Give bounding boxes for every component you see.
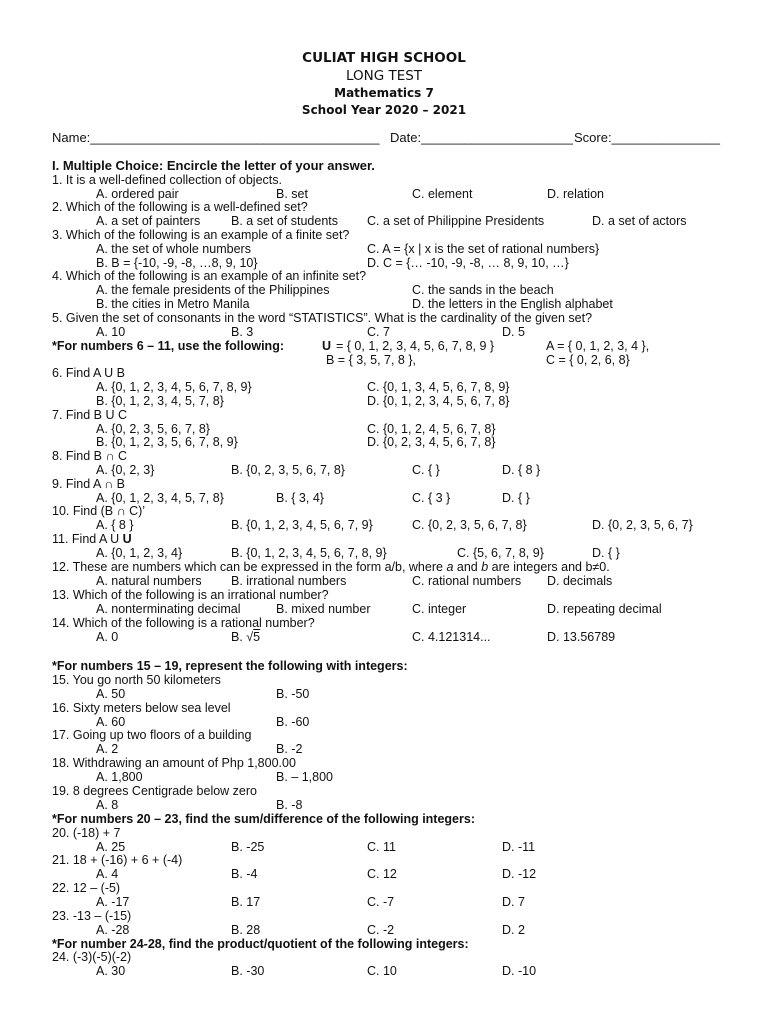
choice-b: B. – 1,800 [276, 770, 333, 784]
choice-b: B. irrational numbers [231, 574, 347, 588]
choice-a: A. {0, 2, 3, 5, 6, 7, 8} [96, 422, 210, 436]
choice-c: C. 11 [367, 840, 396, 854]
choice-c: C. -2 [367, 923, 395, 937]
radical-sign: √ [246, 630, 254, 644]
question-stem: 18. Withdrawing an amount of Php 1,800.00 [52, 756, 296, 770]
question-stem [52, 560, 610, 574]
choice-a: A. 60 [96, 715, 126, 729]
radicand: 5 [253, 630, 261, 644]
question-stem: 9. Find A ∩ B [52, 477, 125, 491]
choice-a: A. {0, 1, 2, 3, 4, 5, 7, 8} [96, 491, 224, 505]
choice-d: D. relation [547, 187, 604, 201]
choice-d: D. 13.56789 [547, 630, 616, 644]
question-stem: 10. Find (B ∩ C)’ [52, 504, 146, 518]
choice-c: C. 12 [367, 867, 397, 881]
choice-b: B. -60 [276, 715, 310, 729]
choice-b: B. -2 [276, 742, 303, 756]
choice-d: D. { } [592, 546, 620, 560]
choice-a: A. -17 [96, 895, 130, 909]
choice-c: C. 10 [367, 964, 397, 978]
choice-b: B. -30 [231, 964, 265, 978]
choice-b: B. a set of students [231, 214, 339, 228]
question-stem: 3. Which of the following is an example of a finite set? [52, 228, 350, 242]
question-stem: 17. Going up two floors of a building [52, 728, 252, 742]
variable-a: a [446, 560, 454, 574]
choice-b: B. {0, 1, 2, 3, 5, 6, 7, 8, 9} [96, 435, 238, 449]
choice-a: A. the set of whole numbers [96, 242, 251, 256]
choice-c: C. 7 [367, 325, 390, 339]
choice-d: D. 7 [502, 895, 525, 909]
choice-d: D. 2 [502, 923, 525, 937]
choice-a: A. 2 [96, 742, 119, 756]
choice-a: A. 25 [96, 840, 126, 854]
choice-a: A. nonterminating decimal [96, 602, 241, 616]
school-name: CULIAT HIGH SCHOOL [302, 50, 466, 66]
part-title: I. Multiple Choice: Encircle the letter of your answer. [52, 158, 375, 173]
choice-c: C. -7 [367, 895, 395, 909]
choice-b [231, 630, 260, 644]
name-field: Name:________________________________________ [52, 130, 380, 145]
question-stem: 20. (-18) + 7 [52, 826, 121, 840]
choice-b: B. {0, 1, 2, 3, 4, 5, 7, 8} [96, 394, 224, 408]
question-stem: 2. Which of the following is a well-defined set? [52, 200, 308, 214]
question-stem: 8. Find B ∩ C [52, 449, 127, 463]
section-instruction: *For number 24-28, find the product/quotient of the following integers: [52, 937, 469, 951]
choice-b: B. 28 [231, 923, 261, 937]
choice-b: B. the cities in Metro Manila [96, 297, 250, 311]
choice-d: D. -12 [502, 867, 537, 881]
choice-c: C. integer [412, 602, 467, 616]
question-stem: 5. Given the set of consonants in the word “STATISTICS”. What is the cardinality of the given set? [52, 311, 593, 325]
choice-a: A. 1,800 [96, 770, 143, 784]
choice-a: A. 10 [96, 325, 126, 339]
universal-set-letter: U [322, 339, 332, 353]
choice-b: B. mixed number [276, 602, 371, 616]
question-stem: 19. 8 degrees Centigrade below zero [52, 784, 257, 798]
choice-b: B. B = {-10, -9, -8, …8, 9, 10} [96, 256, 258, 270]
square-root [246, 630, 260, 644]
choice-a: A. 8 [96, 798, 119, 812]
choice-c: C. A = {x | x is the set of rational numbers} [367, 242, 600, 256]
choice-c: C. {0, 1, 2, 4, 5, 6, 7, 8} [367, 422, 496, 436]
choice-d: D. repeating decimal [547, 602, 662, 616]
choice-c: C. a set of Philippine Presidents [367, 214, 545, 228]
universal-set: = { 0, 1, 2, 3, 4, 5, 6, 7, 8, 9 } [336, 339, 495, 353]
question-stem: 22. 12 – (-5) [52, 881, 121, 895]
choice-a: A. 0 [96, 630, 119, 644]
score-field: Score:_______________ [574, 130, 721, 145]
choice-d: D. {0, 2, 3, 4, 5, 6, 7, 8} [367, 435, 496, 449]
choice-a: A. { 8 } [96, 518, 134, 532]
choice-d: D. {0, 2, 3, 5, 6, 7} [592, 518, 693, 532]
choice-c: C. {0, 1, 3, 4, 5, 6, 7, 8, 9} [367, 380, 510, 394]
choice-b: B. {0, 1, 2, 3, 4, 5, 6, 7, 9} [231, 518, 373, 532]
set-c: C = { 0, 2, 6, 8} [546, 353, 630, 367]
choice-b: B. -8 [276, 798, 303, 812]
question-stem: 15. You go north 50 kilometers [52, 673, 221, 687]
choice-d: D. C = {… -10, -9, -8, … 8, 9, 10, …} [367, 256, 569, 270]
question-stem [52, 532, 132, 546]
choice-a: A. {0, 1, 2, 3, 4} [96, 546, 183, 560]
question-stem: 16. Sixty meters below sea level [52, 701, 231, 715]
choice-b: B. {0, 1, 2, 3, 4, 5, 6, 7, 8, 9} [231, 546, 387, 560]
choice-b: B. 17 [231, 895, 261, 909]
question-stem: 1. It is a well-defined collection of objects. [52, 173, 282, 187]
question-stem-text: 11. Find A U [52, 532, 120, 546]
choice-d: D. decimals [547, 574, 613, 588]
choice-a: A. 50 [96, 687, 126, 701]
choice-a: A. 4 [96, 867, 119, 881]
choice-c: C. { 3 } [412, 491, 451, 505]
choice-c: C. {5, 6, 7, 8, 9} [457, 546, 544, 560]
choice-b: B. 3 [231, 325, 254, 339]
choice-b: B. { 3, 4} [276, 491, 324, 505]
question-stem: 7. Find B U C [52, 408, 128, 422]
question-stem: 13. Which of the following is an irrational number? [52, 588, 329, 602]
school-year: School Year 2020 – 2021 [301, 103, 467, 117]
choice-d: D. -10 [502, 964, 537, 978]
choice-b: B. set [276, 187, 308, 201]
choice-d: D. the letters in the English alphabet [412, 297, 613, 311]
section-instruction: *For numbers 15 – 19, represent the following with integers: [52, 659, 408, 673]
choice-a: A. ordered pair [96, 187, 179, 201]
sets-instruction: *For numbers 6 – 11, use the following: [52, 339, 284, 353]
choice-c: C. rational numbers [412, 574, 522, 588]
choice-a: A. {0, 1, 2, 3, 4, 5, 6, 7, 8, 9} [96, 380, 252, 394]
question-stem: 24. (-3)(-5)(-2) [52, 950, 132, 964]
choice-a: A. -28 [96, 923, 130, 937]
choice-c: C. {0, 2, 3, 5, 6, 7, 8} [412, 518, 527, 532]
date-field: Date:_____________________ [390, 130, 573, 145]
choice-d: D. a set of actors [592, 214, 687, 228]
choice-c: C. { } [412, 463, 440, 477]
choice-c: C. the sands in the beach [412, 283, 554, 297]
question-stem-text: 12. These are numbers which can be expressed in the form a/b, where [52, 560, 443, 574]
question-stem: 21. 18 + (-16) + 6 + (-4) [52, 853, 183, 867]
choice-d: D. { } [502, 491, 530, 505]
set-a: A = { 0, 1, 2, 3, 4 }, [546, 339, 650, 353]
section-instruction: *For numbers 20 – 23, find the sum/difference of the following integers: [52, 812, 475, 826]
question-stem: 4. Which of the following is an example of an infinite set? [52, 269, 367, 283]
variable-b: b [481, 560, 489, 574]
choice-a: A. 30 [96, 964, 126, 978]
set-b: B = { 3, 5, 7, 8 }, [326, 353, 416, 367]
conjunction: and [456, 560, 478, 574]
universal-set-symbol: U [122, 532, 132, 546]
choice-c: C. element [412, 187, 473, 201]
subject: Mathematics 7 [334, 86, 434, 100]
question-stem: 6. Find A U B [52, 366, 125, 380]
question-stem: 14. Which of the following is a rational number? [52, 616, 315, 630]
choice-b: B. -4 [231, 867, 258, 881]
choice-b: B. -50 [276, 687, 310, 701]
choice-b: B. {0, 2, 3, 5, 6, 7, 8} [231, 463, 345, 477]
choice-d: D. 5 [502, 325, 525, 339]
choice-a: A. {0, 2, 3} [96, 463, 155, 477]
question-stem: 23. -13 – (-15) [52, 909, 132, 923]
choice-a: A. a set of painters [96, 214, 201, 228]
choice-b: B. -25 [231, 840, 265, 854]
choice-d: D. { 8 } [502, 463, 541, 477]
choice-a: A. natural numbers [96, 574, 202, 588]
choice-d: D. -11 [502, 840, 536, 854]
choice-c: C. 4.121314... [412, 630, 491, 644]
question-stem-text: are integers and b≠0. [491, 560, 610, 574]
choice-a: A. the female presidents of the Philippines [96, 283, 330, 297]
test-title: LONG TEST [345, 68, 423, 84]
choice-b-letter: B. [231, 630, 243, 644]
choice-d: D. {0, 1, 2, 3, 4, 5, 6, 7, 8} [367, 394, 510, 408]
